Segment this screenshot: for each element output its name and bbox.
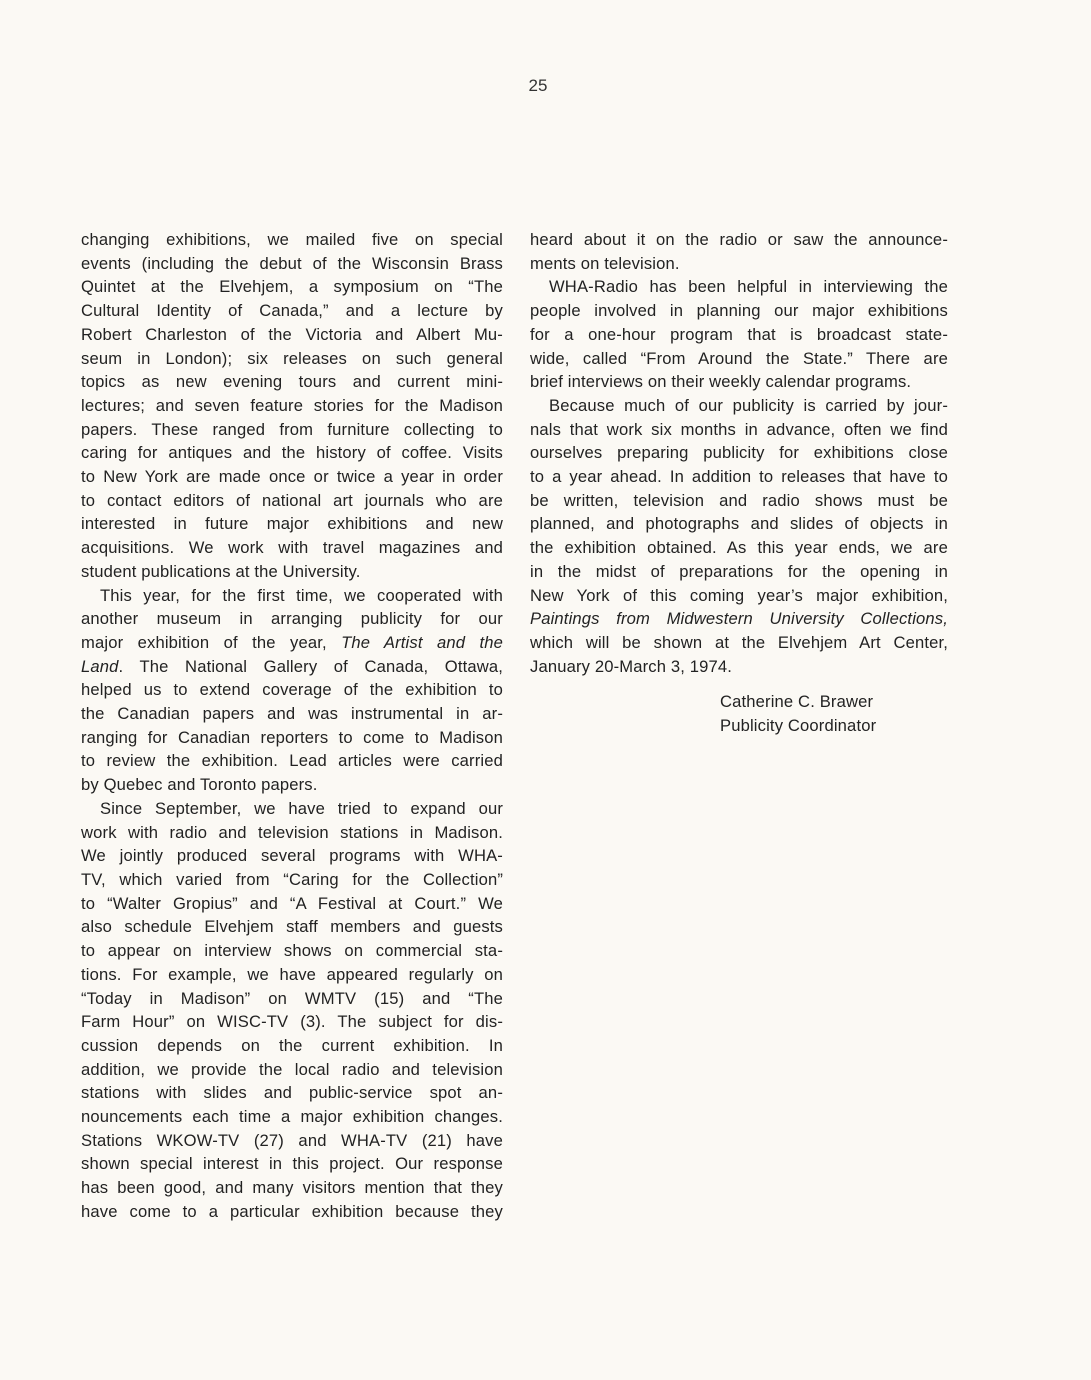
text-line: to “Walter Gropius” and “A Festival at Court.” We: [81, 893, 503, 913]
exhibition-title: Land: [81, 656, 119, 676]
text-line: be written, television and radio shows must be: [530, 490, 948, 510]
signature-name: Catherine C. Brawer: [720, 692, 874, 712]
exhibition-title: The Artist and the: [341, 632, 503, 652]
text-line: ranging for Canadian reporters to come to Madison: [81, 727, 503, 747]
text-line: acquisitions. We work with travel magazines and: [81, 538, 503, 558]
text-line: nals that work six months in advance, often we find: [530, 419, 948, 439]
text-line: to a year ahead. In addition to releases that have to: [530, 467, 948, 487]
text-line: lectures; and seven feature stories for the Madison: [81, 395, 503, 415]
text-line: cussion depends on the current exhibition. In: [81, 1035, 503, 1055]
text-line: tions. For example, we have appeared regularly on: [81, 964, 503, 984]
exhibition-title: Paintings from Midwestern University Collections,: [530, 609, 948, 629]
text-line: stations with slides and public-service spot an-: [81, 1083, 503, 1103]
page-number: 25: [528, 76, 548, 95]
paragraph-radio-television: [81, 797, 503, 1224]
left-column: [81, 228, 503, 1224]
text-line: [81, 631, 503, 655]
paragraph-advance-publicity: [530, 394, 948, 678]
text-line: topics as new evening tours and current mini-: [81, 372, 503, 392]
text-line: changing exhibitions, we mailed five on special: [81, 230, 503, 249]
text-line: Quintet at the Elvehjem, a symposium on “The: [81, 277, 503, 297]
text-line: have come to a particular exhibition because they: [81, 1201, 503, 1221]
paragraph-continuation: [530, 228, 948, 275]
text-line: student publications at the University.: [81, 561, 361, 581]
text-line: “Today in Madison” on WMTV (15) and “The: [81, 988, 503, 1008]
text-line: brief interviews on their weekly calendar programs.: [530, 372, 912, 392]
text-line: addition, we provide the local radio and television: [81, 1059, 503, 1079]
text-line: caring for antiques and the history of coffee. Visits: [81, 443, 503, 463]
text-line: Since September, we have tried to expand our: [100, 798, 503, 818]
text-line: to appear on interview shows on commercial sta-: [81, 941, 503, 961]
signature-block: [530, 690, 948, 737]
text-line: has been good, and many visitors mention that they: [81, 1178, 503, 1198]
text-line: [81, 655, 503, 679]
text-line: the Canadian papers and was instrumental in ar-: [81, 704, 503, 724]
text-line: seum in London); six releases on such general: [81, 348, 503, 368]
text-line: in the midst of preparations for the opening in: [530, 561, 948, 581]
text-line: heard about it on the radio or saw the announce-: [530, 230, 948, 249]
text-line: Robert Charleston of the Victoria and Albert Mu-: [81, 324, 503, 344]
text-line: WHA-Radio has been helpful in interviewing the: [549, 277, 948, 297]
paragraph-publicity-releases: [81, 228, 503, 584]
text-line: also schedule Elvehjem staff members and guests: [81, 917, 503, 937]
paragraph-cooperation: [81, 584, 503, 797]
text-line: the exhibition obtained. As this year ends, we are: [530, 538, 948, 558]
text-line: events (including the debut of the Wisconsin Brass: [81, 253, 503, 273]
text-line: New York of this coming year’s major exhibition,: [530, 585, 948, 605]
text-line: TV, which varied from “Caring for the Collection”: [81, 869, 503, 889]
text-line: to contact editors of national art journals who are: [81, 490, 503, 510]
text-line: Because much of our publicity is carried by jour-: [549, 395, 948, 415]
text-line: to review the exhibition. Lead articles were carried: [81, 751, 503, 771]
text-line: work with radio and television stations in Madison.: [81, 822, 503, 842]
text-line: nouncements each time a major exhibition changes.: [81, 1107, 503, 1127]
text-line: This year, for the first time, we cooperated with: [100, 585, 503, 605]
paragraph-wha-radio: [530, 275, 948, 394]
text-line: which will be shown at the Elvehjem Art Center,: [530, 632, 948, 652]
text-line: ourselves preparing publicity for exhibitions close: [530, 443, 948, 463]
text-line: papers. These ranged from furniture collecting to: [81, 419, 503, 439]
text-line: [530, 607, 948, 631]
text-line: wide, called “From Around the State.” There are: [530, 348, 948, 368]
text-line: interested in future major exhibitions and new: [81, 514, 503, 534]
text-line: shown special interest in this project. Our response: [81, 1154, 503, 1174]
text-line: planned, and photographs and slides of objects in: [530, 514, 948, 534]
text-line: for a one-hour program that is broadcast state-: [530, 324, 948, 344]
text-line: people involved in planning our major exhibitions: [530, 301, 948, 321]
signature-title: Publicity Coordinator: [720, 716, 877, 736]
text-line: to New York are made once or twice a year in order: [81, 467, 503, 487]
text-line: ments on television.: [530, 253, 680, 273]
text-fragment: major exhibition of the year,: [81, 632, 342, 652]
text-line: We jointly produced several programs with WHA-: [81, 846, 503, 866]
right-column: [530, 228, 948, 738]
text-line: helped us to extend coverage of the exhibition to: [81, 680, 503, 700]
text-line: Cultural Identity of Canada,” and a lecture by: [81, 301, 503, 321]
text-line: another museum in arranging publicity for our: [81, 609, 503, 629]
text-fragment: . The National Gallery of Canada, Ottawa,: [118, 656, 503, 676]
text-line: by Quebec and Toronto papers.: [81, 775, 318, 795]
text-line: January 20-March 3, 1974.: [530, 656, 733, 676]
text-line: Stations WKOW-TV (27) and WHA-TV (21) have: [81, 1130, 503, 1150]
text-line: Farm Hour” on WISC-TV (3). The subject for dis-: [81, 1012, 503, 1032]
